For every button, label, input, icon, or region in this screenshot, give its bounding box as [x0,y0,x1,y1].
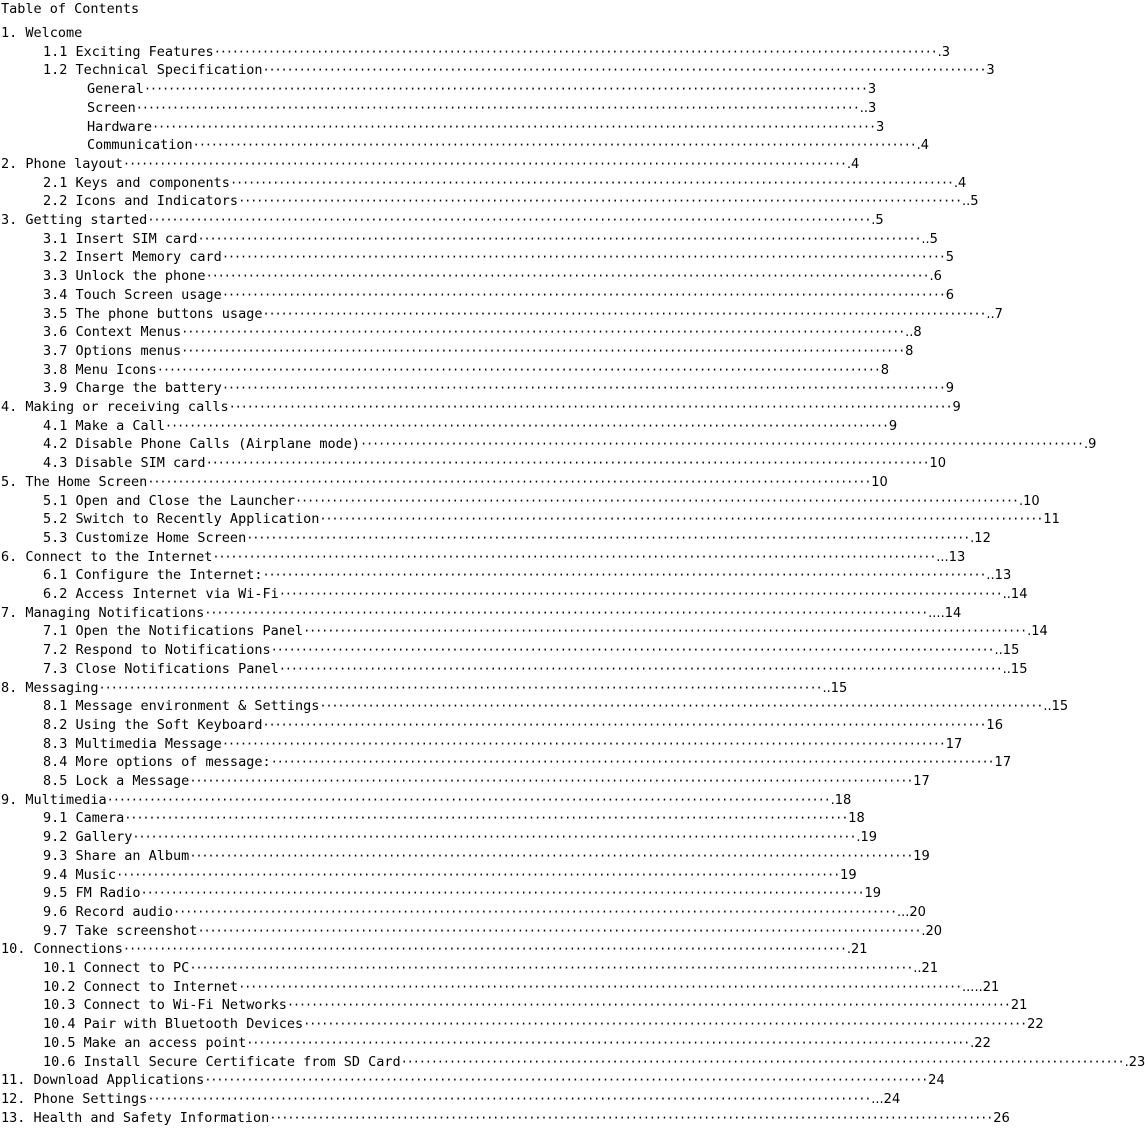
toc-title: Table of Contents [1,1,140,17]
toc-entry-label: 3. Getting started [1,212,148,228]
toc-entry[interactable] [43,716,1003,734]
toc-entry-page: ...13 [936,549,966,565]
toc-entry-page: 18 [848,811,865,827]
toc-entry-page: .6 [929,269,942,285]
toc-entry[interactable] [43,61,995,79]
toc-entry-page: ...20 [897,904,926,920]
dot-leader: ························································································································ [213,44,937,59]
toc-entry[interactable] [43,884,882,902]
toc-entry-label: 9.2 Gallery [43,829,133,846]
toc-entry[interactable] [43,417,898,435]
toc-entry[interactable] [43,1053,1145,1071]
toc-entry-page: 22 [1027,1017,1044,1033]
toc-entry-label: 3.3 Unlock the phone [43,268,206,285]
toc-entry[interactable] [1,398,961,416]
toc-entry-label: 3.2 Insert Memory card [43,249,222,266]
dot-leader: ························································································································ [147,213,871,227]
dot-leader: ························································································································ [135,100,859,115]
toc-entry-page: ....14 [928,605,962,621]
toc-entry-label: 8.2 Using the Soft Keyboard [43,716,263,733]
toc-entry[interactable] [43,660,1028,678]
dot-leader: ························································································································ [270,643,994,658]
dot-leader: ························································································································ [286,998,1010,1013]
toc-entry-label: 2. Phone layout [1,155,123,172]
toc-entry-page: ..15 [1002,661,1028,677]
dot-leader: ························································································································ [278,587,1002,601]
toc-entry[interactable] [43,585,1028,603]
toc-entry[interactable] [43,753,1012,771]
toc-entry-label: 7.1 Open the Notifications Panel [43,623,304,640]
dot-leader: ························································································································ [197,923,921,938]
toc-entry-page: .10 [1018,493,1040,509]
toc-entry[interactable] [1,473,888,491]
toc-entry-page: 5 [945,250,955,266]
toc-entry-label: 4. Making or receiving calls [1,399,229,415]
toc-entry[interactable] [43,174,967,192]
toc-entry-page: .3 [937,44,951,60]
dot-leader: ························································································································ [189,774,913,788]
toc-entry[interactable] [1,604,962,622]
toc-entry-page: .23 [1124,1054,1145,1070]
toc-entry-label: 10.1 Connect to PC [43,960,190,976]
dot-leader: ························································································································ [181,343,905,358]
toc-entry-label: 10.5 Make an access point [43,1034,247,1051]
toc-entry-page: .18 [830,792,852,808]
dot-leader: ························································································································ [143,82,867,97]
dot-leader: ························································································································ [246,530,970,545]
toc-entry-page: ..15 [1043,699,1069,715]
dot-leader: ························································································································ [303,1017,1027,1032]
toc-entry-label: 5.2 Switch to Recently Application [43,511,320,528]
toc-entry-label: 6.1 Configure the Internet: [43,567,263,584]
toc-entry-label: 3.8 Menu Icons [43,361,157,378]
dot-leader: ························································································································ [140,886,864,901]
toc-entry[interactable] [1,679,848,697]
dot-leader: ························································································································ [106,792,830,807]
toc-entry[interactable] [43,809,865,827]
toc-entry-page: .9 [1083,437,1097,453]
dot-leader: ························································································································ [204,605,928,620]
toc-entry-label: 9. Multimedia [1,791,107,808]
toc-entry-label: 1.1 Exciting Features [43,43,214,60]
toc-entry-page: ..8 [905,325,922,341]
toc-entry-page: .21 [846,942,868,958]
dot-leader: ························································································································ [212,549,936,564]
toc-entry-label: 6. Connect to the Internet [1,548,213,565]
toc-entry-label: 10.4 Pair with Bluetooth Devices [43,1016,304,1033]
dot-leader: ························································································································ [205,269,929,284]
toc-entry-page: 10 [871,474,888,490]
toc-entry-page: 9 [952,400,961,415]
toc-entry[interactable] [87,136,930,154]
toc-entry-label: 7.3 Close Notifications Panel [43,660,279,677]
toc-entry-label: 3.4 Touch Screen usage [43,286,222,303]
toc-entry-label: 10.6 Install Secure Certificate from SD Card [43,1053,401,1070]
toc-entry[interactable] [1,940,868,958]
dot-leader: ························································································································ [270,755,994,770]
toc-entry-page: ..7 [986,306,1003,322]
toc-entry[interactable] [87,80,877,98]
toc-entry[interactable] [43,248,955,266]
toc-entry-page: .22 [970,1035,991,1051]
toc-entry[interactable] [1,211,884,229]
toc-entry-page: .19 [856,830,878,846]
toc-entry-label: 10. Connections [1,941,123,958]
toc-entry[interactable] [43,735,963,753]
dot-leader: ························································································································ [189,961,913,975]
dot-leader: ························································································································ [221,287,945,302]
toc-entry-label: 10.2 Connect to Internet [43,978,239,995]
dot-leader: ························································································································ [98,680,822,695]
toc-entry[interactable] [43,230,938,248]
toc-entry-label: 13. Health and Safety Information [1,1109,270,1126]
toc-entry[interactable] [43,959,939,977]
toc-entry[interactable] [1,24,580,42]
toc-entry-label: 9.7 Take screenshot [43,922,198,939]
toc-entry-page: 21 [1010,998,1028,1014]
dot-leader: ························································································································ [221,250,945,265]
toc-entry[interactable] [43,379,955,397]
toc-entry-page: .20 [921,923,943,939]
dot-leader: ························································································································ [400,1054,1124,1069]
dot-leader: ························································································································ [294,493,1018,508]
toc-entry[interactable] [43,454,947,472]
toc-entry-page: 3 [876,119,885,135]
toc-entry-page: ..5 [921,231,938,247]
dot-leader: ························································································································ [147,474,871,489]
toc-entry-page: .14 [1027,624,1048,640]
toc-entry-label: Hardware [87,118,153,135]
toc-entry-page: ...24 [871,1091,901,1107]
toc-entry[interactable] [43,305,1003,323]
toc-entry-label: 3.9 Charge the battery [43,380,222,397]
toc-entry-page: 9 [945,381,955,397]
toc-entry[interactable] [43,866,857,884]
toc-entry-label: 7.2 Respond to Notifications [43,642,271,659]
toc-entry-page: 17 [913,774,930,789]
toc-entry-page: .4 [953,175,967,191]
toc-entry[interactable] [43,529,991,547]
toc-entry-page: 10 [929,456,947,472]
toc-entry[interactable] [43,192,979,210]
dot-leader: ························································································································ [238,194,962,209]
toc-entry-label: Communication [87,137,193,154]
toc-entry-page: 24 [928,1073,945,1089]
toc-entry-page: 3 [986,63,995,79]
toc-entry[interactable] [43,903,926,921]
toc-entry-page: .....21 [962,979,1000,995]
toc-entry-label: 4.1 Make a Call [43,417,165,434]
toc-entry-page: ..5 [962,194,979,210]
toc-entry[interactable] [43,286,955,304]
toc-entry-page: ..15 [994,643,1020,659]
toc-entry[interactable] [87,99,877,117]
toc-entry-label: 8.4 More options of message: [43,754,271,771]
toc-entry[interactable] [1,791,852,809]
toc-entry-page: ..14 [1002,587,1028,602]
toc-entry[interactable] [43,43,951,61]
dot-leader: ························································································································ [221,736,945,751]
toc-entry-label: 8. Messaging [1,679,99,696]
toc-entry-label: Screen [87,99,136,116]
toc-entry-label: 9.3 Share an Album [43,847,190,864]
dot-leader: ························································································································ [269,1110,993,1125]
toc-entry-label: 9.6 Record audio [43,903,174,920]
toc-entry[interactable] [1,1109,1010,1127]
toc-entry[interactable] [43,492,1040,510]
toc-entry-page: 8 [905,343,914,359]
toc-entry[interactable] [1,155,860,173]
toc-entry[interactable] [43,342,914,360]
dot-leader: ························································································································ [205,456,929,471]
dot-leader: ························································································································ [192,138,916,153]
toc-entry[interactable] [43,1015,1044,1033]
dot-leader: ························································································································ [132,830,856,845]
toc-entry[interactable] [1,1090,901,1108]
toc-entry-label: 2.2 Icons and Indicators [43,193,239,210]
dot-leader: ························································································································ [359,437,1083,452]
toc-entry-page: 19 [840,867,857,883]
toc-entry-label: 2.1 Keys and components [43,174,230,191]
toc-entry[interactable] [87,118,885,136]
toc-entry-page: .12 [970,530,991,546]
toc-entry-page: 19 [864,886,882,902]
toc-entry[interactable] [43,566,1012,584]
toc-entry[interactable] [43,267,942,285]
toc-entry[interactable] [43,847,930,865]
toc-entry-label: 8.1 Message environment & Settings [43,698,320,715]
dot-leader: ························································································································ [116,867,840,882]
toc-entry-label: 8.5 Lock a Message [43,773,190,789]
dot-leader: ························································································································ [156,362,880,377]
toc-entry-page: 8 [880,362,890,378]
toc-entry-page: 9 [888,418,898,434]
dot-leader: ························································································································ [189,848,913,863]
toc-entry-page: ..3 [859,100,877,116]
toc-entry-label: 12. Phone Settings [1,1090,148,1107]
toc-entry-page: 17 [994,755,1012,771]
toc-entry-label: 9.1 Camera [43,810,125,827]
toc-entry-label: 1.2 Technical Specification [43,62,263,79]
toc-entry-page: .5 [871,213,884,228]
toc-entry[interactable] [43,435,1097,453]
dot-leader: ························································································································ [262,717,986,732]
toc-entry-page: 17 [945,736,963,752]
dot-leader: ························································································································ [228,400,952,414]
dot-leader: ························································································································ [319,699,1043,714]
dot-leader: ························································································································ [229,175,953,190]
toc-entry-label: 5.3 Customize Home Screen [43,529,247,546]
toc-entry-label: 4.3 Disable SIM card [43,455,206,472]
toc-entry[interactable] [43,978,1000,996]
toc-entry-label: 6.2 Access Internet via Wi-Fi [43,586,279,602]
toc-entry-label: 10.3 Connect to Wi-Fi Networks [43,997,287,1014]
toc-entry-page: ..15 [822,680,848,696]
toc-entry[interactable] [43,922,943,940]
toc-entry-label: 3.7 Options menus [43,342,182,359]
toc-entry[interactable] [43,996,1028,1014]
dot-leader: ························································································································ [262,306,986,321]
toc-entry-label: 5. The Home Screen [1,473,148,490]
toc-entry-page: 11 [1043,512,1060,528]
toc-entry-page: ..13 [986,568,1012,584]
dot-leader: ························································································································ [197,231,921,246]
dot-leader: ························································································································ [122,942,846,957]
dot-leader: ························································································································ [173,904,897,919]
toc-entry-label: 11. Download Applications [1,1072,205,1089]
dot-leader: ························································································································ [278,661,1002,676]
dot-leader: ························································································································ [262,63,986,78]
toc-entry-label: 3.5 The phone buttons usage [43,305,263,322]
toc-entry-label: 8.3 Multimedia Message [43,735,222,752]
toc-entry-label: 3.6 Context Menus [43,324,182,341]
toc-entry-label: 9.5 FM Radio [43,885,141,902]
toc-entry[interactable] [43,323,922,341]
toc-entry[interactable] [1,1071,945,1089]
dot-leader: ························································································································ [164,418,888,433]
toc-entry[interactable] [43,361,890,379]
toc-entry-page: ..21 [913,961,939,976]
toc-entry[interactable] [43,1034,991,1052]
toc-entry[interactable] [43,828,878,846]
dot-leader: ························································································································ [204,1073,928,1088]
dot-leader: ························································································································ [122,156,846,171]
dot-leader: ························································································································ [147,1091,871,1106]
dot-leader: ························································································································ [262,568,986,583]
dot-leader: ························································································································ [152,119,875,134]
dot-leader: ························································································································ [303,624,1027,639]
toc-entry[interactable] [43,641,1020,659]
dot-leader: ························································································································ [238,979,962,994]
toc-entry[interactable] [43,622,1048,640]
toc-entry-page: 26 [993,1110,1010,1126]
toc-entry[interactable] [43,510,1060,528]
toc-entry-label: General [87,81,144,98]
toc-entry-label: 5.1 Open and Close the Launcher [43,492,295,509]
toc-entry-page: 19 [913,848,930,864]
toc-entry[interactable] [43,772,930,790]
toc-entry-label: 9.4 Music [43,866,117,883]
toc-entry-label: 3.1 Insert SIM card [43,230,198,247]
dot-leader: ························································································································ [181,325,905,340]
toc-entry-label: 7. Managing Notifications [1,604,205,621]
toc-entry-label: 1. Welcome [1,25,83,41]
toc-entry-page: .4 [846,156,860,172]
toc-entry-page: 6 [945,287,955,303]
toc-entry-label: 4.2 Disable Phone Calls (Airplane mode) [43,436,360,453]
dot-leader: ························································································································ [319,512,1043,527]
toc-entry-page: .4 [916,138,930,154]
toc-entry-page: 3 [867,82,877,98]
toc-entry-page: 16 [986,717,1003,733]
toc-entry[interactable] [1,548,966,566]
toc-entry[interactable] [43,697,1069,715]
dot-leader: ························································································································ [246,1035,970,1050]
dot-leader: ························································································································ [124,811,848,826]
dot-leader: ························································································································ [221,381,945,396]
